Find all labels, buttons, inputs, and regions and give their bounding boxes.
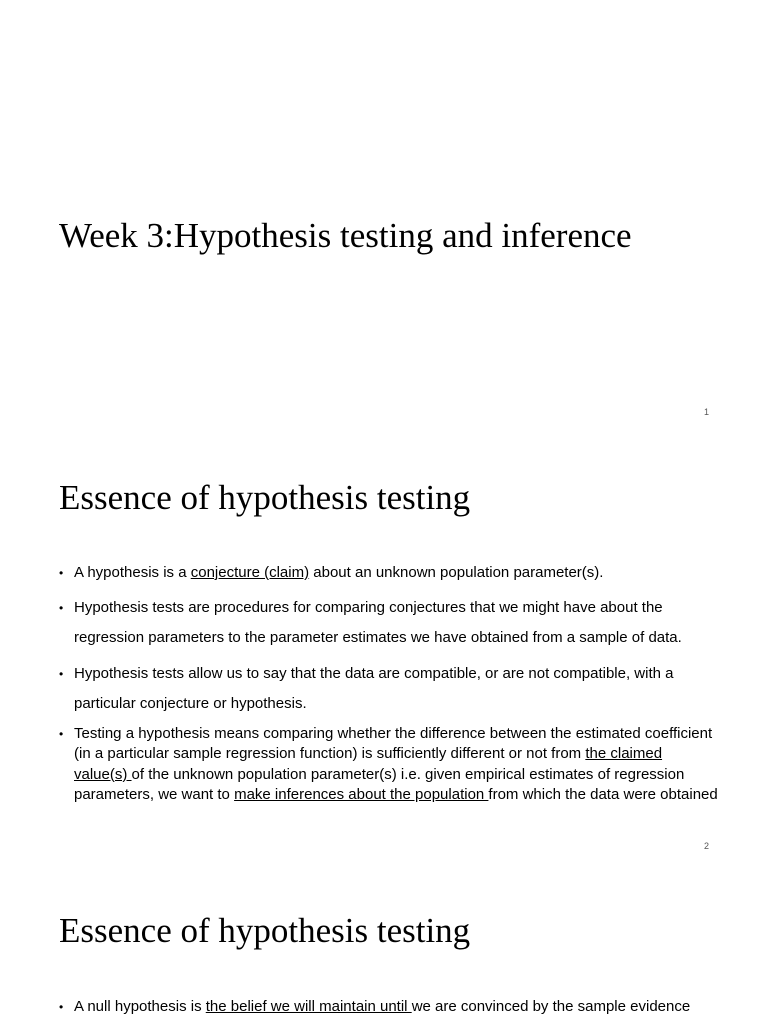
slide-2: [0, 430, 768, 860]
slide-3-title: Essence of hypothesis testing: [59, 911, 471, 950]
slide-3-bullet-1: [59, 997, 719, 1017]
bullet-dot: •: [59, 667, 64, 681]
slide-2-title: Essence of hypothesis testing: [59, 478, 471, 517]
slide-3-bullet-list: [59, 997, 719, 1017]
slide-2-bullet-1: [59, 563, 719, 583]
bullet-text: Hypothesis tests allow us to say that the data are compatible, or are not compatible, with a particular conjecture or hypothesis.: [74, 665, 674, 712]
slide-2-page-number: 2: [703, 841, 709, 851]
slide-2-bullet-4: [59, 724, 719, 805]
slide-2-bullet-list: [59, 563, 719, 805]
bullet-dot: •: [59, 1000, 64, 1014]
slide-1-page-number: 1: [703, 407, 709, 417]
bullet-text: Testing a hypothesis means comparing whether the difference between the estimated coefficient (in a particular sample regression function) is sufficiently different or not from: [74, 725, 713, 763]
underlined-phrase: conjecture (claim): [190, 564, 310, 581]
bullet-text: we are convinced by the sample evidence: [411, 998, 691, 1015]
bullet-text: Hypothesis tests are procedures for comparing conjectures that we might have about the regression parameters to the parameter estimates we have obtained from a sample of data.: [74, 599, 682, 646]
bullet-text: of the unknown population parameter(s) i.e. given empirical estimates of regression parameters, we want to: [74, 765, 685, 803]
bullet-text: about an unknown population parameter(s).: [309, 564, 604, 581]
slide-2-bullet-2: [59, 593, 719, 653]
bullet-dot: •: [59, 601, 64, 615]
bullet-dot: •: [59, 727, 64, 741]
slide-3: [0, 860, 768, 1024]
slide-1: [0, 0, 768, 430]
underlined-phrase: the belief we will maintain until: [205, 998, 412, 1015]
bullet-text: from which the data were obtained: [488, 785, 718, 803]
slide-1-title: Week 3:Hypothesis testing and inference: [59, 216, 632, 255]
bullet-dot: •: [59, 566, 64, 580]
bullet-text: A hypothesis is a: [74, 564, 191, 581]
underlined-phrase: the claimed value(s): [74, 745, 663, 783]
slide-2-bullet-3: [59, 659, 719, 719]
underlined-phrase: make inferences about the population: [234, 785, 489, 803]
bullet-text: A null hypothesis is: [74, 998, 206, 1015]
